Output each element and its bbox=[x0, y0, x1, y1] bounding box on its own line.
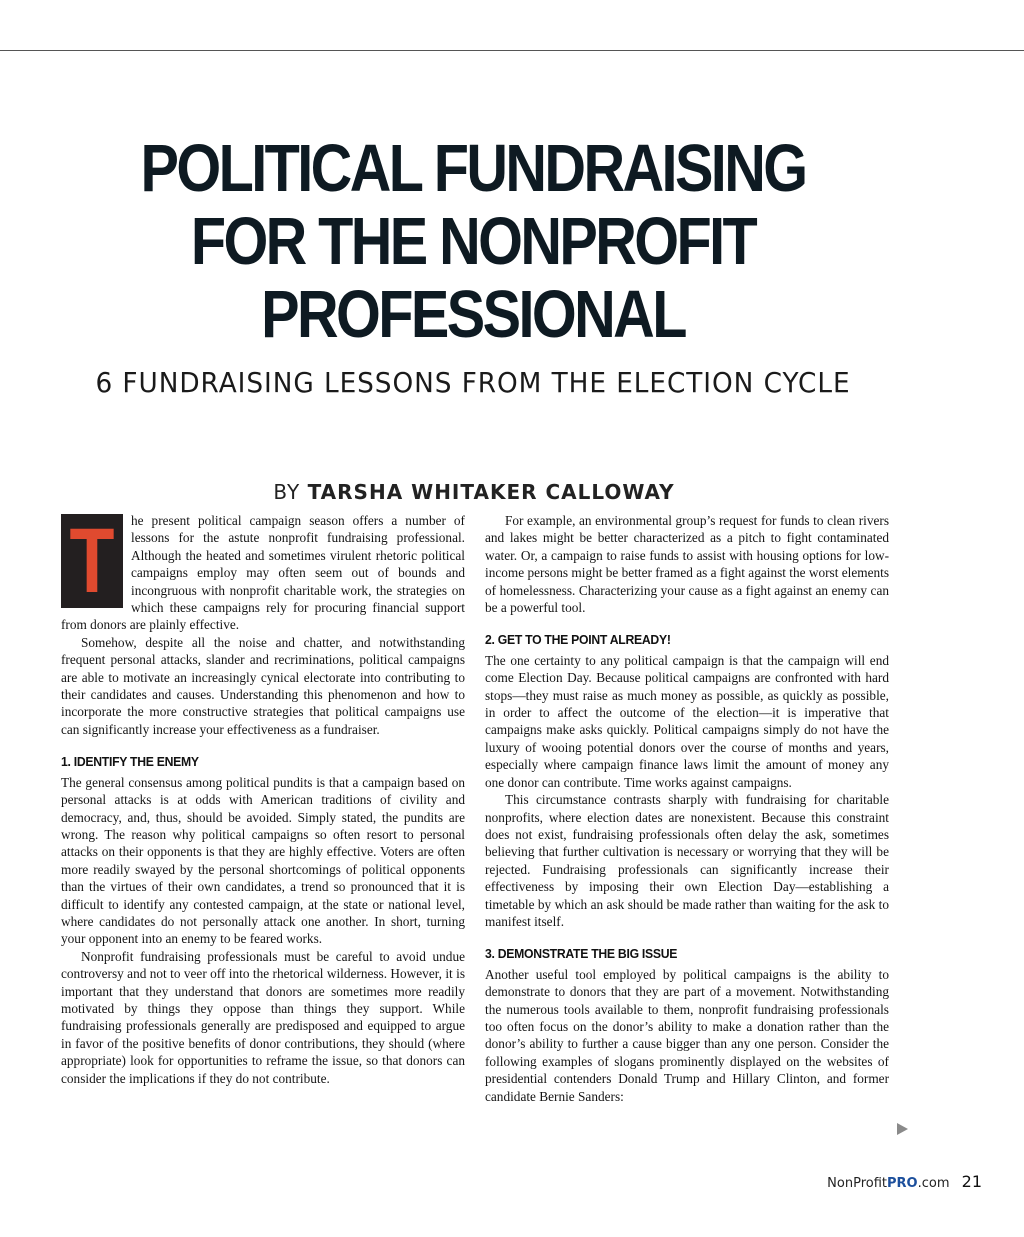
top-rule bbox=[0, 50, 1024, 51]
body-paragraph: The one certainty to any political campaign is that the campaign will end come Election Day. Because political campaigns are confronted with hard stops—they must raise as much money as possible, as quickly as possible, in order to affect the outcome of the election—it is imperative that campaigns make asks quickly. Political campaigns simply do not have the luxury of wooing potential donors over the course of months and years, especially where campaign finance laws limit the amount of money any one donor can contribute. Time works against campaigns. bbox=[485, 652, 889, 790]
article-title bbox=[66, 132, 880, 351]
drop-cap-letter: T bbox=[69, 510, 115, 612]
body-paragraph: The general consensus among political pundits is that a campaign based on personal attacks is at odds with American traditions of civility and democracy, and, thus, should be avoided. Simply stated, the pundits are wrong. The reason why political campaigns so often resort to personal attacks on their opponents is that they are highly effective. Voters are often more readily swayed by the personal shortcomings of political opponents than the virtues of their own candidates, a trend so pronounced that it is difficult to identify any contested campaign, at the state or national level, where candidates do not personally attack one another. In short, turning your opponent into an enemy to be feared works. bbox=[61, 774, 465, 947]
article-subtitle: 6 FUNDRAISING LESSONS FROM THE ELECTION CYCLE bbox=[95, 366, 851, 399]
body-paragraph: Somehow, despite all the noise and chatter, and notwithstanding frequent personal attacks, slander and recriminations, political campaigns are able to motivate an increasingly cynical electorate into contributing to their candidates and causes. Understanding this phenomenon and how to incorporate the more constructive strategies that political campaigns use can significantly increase your effectiveness as a fundraiser. bbox=[61, 634, 465, 737]
page-footer bbox=[827, 1172, 982, 1191]
brand-suffix: .com bbox=[917, 1176, 950, 1191]
left-column bbox=[61, 512, 465, 1087]
author-name: TARSHA WHITAKER CALLOWAY bbox=[307, 480, 675, 504]
page-number: 21 bbox=[961, 1172, 982, 1191]
section-heading: 2. GET TO THE POINT ALREADY! bbox=[485, 632, 671, 648]
byline bbox=[0, 480, 948, 504]
title-line: FOR THE NONPROFIT bbox=[190, 204, 756, 279]
intro-paragraph: he present political campaign season offers a number of lessons for the astute nonprofit fundraising professional. Although the heated and sometimes virulent rhetoric political campaigns employ may often seem out of bounds and incongruous with nonprofit charitable work, the strategies on which these campaigns rely for procuring financial support from donors are plainly effective. bbox=[61, 513, 465, 633]
body-paragraph: This circumstance contrasts sharply with fundraising for charitable nonprofits, where election dates are nonexistent. Because this constraint does not exist, fundraising professionals often delay the ask, sometimes believing that further cultivation is necessary or worrying that they will be rejected. Fundraising professionals can significantly increase their effectiveness by imposing their own Election Day—establishing a timetable by which an ask should be made rather than waiting for the ask to manifest itself. bbox=[485, 792, 889, 929]
footer-brand bbox=[827, 1176, 949, 1191]
body-paragraph: Nonprofit fundraising professionals must be careful to avoid undue controversy and not to veer off into the rhetorical wilderness. However, it is important that they understand that donors are sometimes more readily motivated by things they oppose than things they support. While fundraising professionals generally are predisposed and equipped to argue in favor of the positive benefits of donor contributions, they should (where appropriate) look for opportunities to reframe the issue, so that donors can consider the implications if they do not contribute. bbox=[61, 948, 465, 1086]
title-line: PROFESSIONAL bbox=[261, 277, 685, 352]
title-line: POLITICAL FUNDRAISING bbox=[140, 131, 806, 206]
right-column bbox=[485, 512, 889, 1105]
continue-arrow-icon bbox=[897, 1123, 908, 1135]
section-heading: 1. IDENTIFY THE ENEMY bbox=[61, 754, 199, 770]
brand-prefix: NonProfit bbox=[827, 1176, 887, 1191]
section-heading: 3. DEMONSTRATE THE BIG ISSUE bbox=[485, 946, 678, 962]
brand-bold: PRO bbox=[887, 1176, 918, 1191]
body-paragraph: For example, an environmental group’s request for funds to clean rivers and lakes might be better characterized as a pitch to fight contaminated water. Or, a campaign to raise funds to assist with housing options for low-income persons might be better framed as a fight against the worst elements of homelessness. Characterizing your cause as a fight against an enemy can be a powerful tool. bbox=[485, 513, 889, 616]
body-paragraph: Another useful tool employed by political campaigns is the ability to demonstrate to donors that they are part of a movement. Notwithstanding the numerous tools available to them, nonprofit fundraising professionals too often focus on the donor’s ability to make a donation rather than the donor’s ability to further a cause bigger than any one person. Consider the following examples of slogans prominently displayed on the websites of presidential contenders Donald Trump and Hillary Clinton, and former candidate Bernie Sanders: bbox=[485, 966, 889, 1104]
byline-prefix: BY bbox=[273, 480, 301, 504]
drop-cap bbox=[61, 510, 123, 612]
